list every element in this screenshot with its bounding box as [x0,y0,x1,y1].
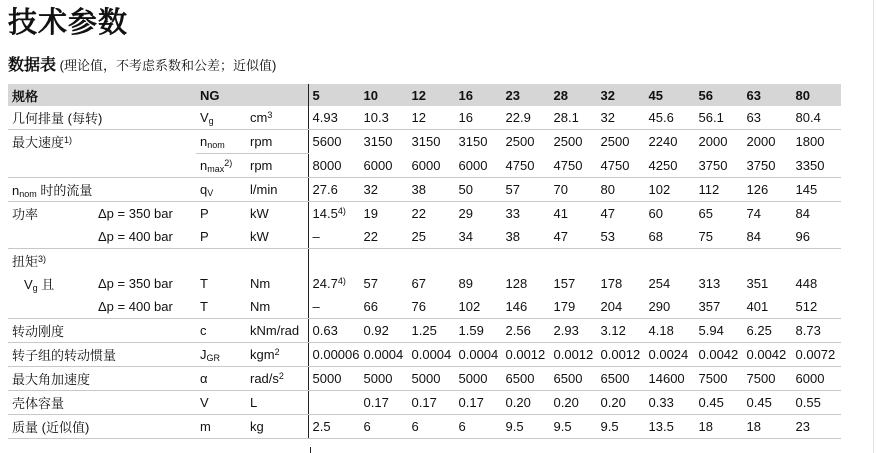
row-label: 几何排量 (每转) [8,106,196,130]
table-row [8,249,841,273]
table-row [8,415,841,439]
row-unit: rpm [246,130,308,154]
header-spec-label: 规格 [8,84,196,106]
row-condition: Δp = 350 bar [98,206,173,221]
page-edge-line [873,0,874,453]
value-cell: 2.93 [550,319,597,343]
row-unit: kNm/rad [246,319,308,343]
row-unit: L [246,391,308,415]
value-cell: 6500 [502,367,550,391]
value-cell: 1.59 [455,319,502,343]
row-symbol: c [196,319,246,343]
value-cell: 6 [408,415,455,439]
value-cell: 14600 [645,367,695,391]
value-cell: 76 [408,295,455,319]
value-cell: 75 [695,225,743,249]
value-cell: 0.0072 [792,343,841,367]
row-label [8,154,196,178]
value-cell: 38 [502,225,550,249]
value-cell: 401 [743,295,792,319]
value-cell: 24.7$^{4)}$ [308,272,360,295]
table-header-row [8,84,841,106]
value-cell: 8.73 [792,319,841,343]
value-cell: 0.0004 [360,343,408,367]
table-row [8,130,841,154]
value-cell: 0.0012 [550,343,597,367]
value-cell: 290 [645,295,695,319]
value-cell: 102 [645,178,695,202]
row-label [8,295,94,319]
caption-bold: 数据表 [8,57,57,74]
value-cell: 5600 [308,130,360,154]
value-cell: 0.0024 [645,343,695,367]
table-row [8,178,841,202]
row-label: 最大角加速度 [8,367,196,391]
value-cell: 74 [746,206,761,221]
value-cell: 4750 [550,154,597,178]
value-cell: 22 [411,206,426,221]
value-cell: 2500 [600,134,630,150]
value-cell: 2500 [505,134,535,150]
value-cell: 23 [792,415,841,439]
row-label: 功率 [12,207,39,222]
row-symbol: T [196,295,246,319]
row-symbol: $n_{max}^{2)}$ [196,154,246,178]
value-cell [743,249,792,273]
row-symbol: P [196,225,246,249]
row-label: 质量 (近似值) [8,415,196,439]
value-cell: 68 [645,225,695,249]
value-cell: 14.5$^{4)}$ [308,202,360,226]
value-cell: 32 [360,178,408,202]
value-cell: 3150 [411,134,441,150]
row-unit: kW [250,206,269,221]
value-cell: 0.55 [792,391,841,415]
value-cell: 47 [550,225,597,249]
value-cell: 6 [360,415,408,439]
value-cell: 357 [695,295,743,319]
table-caption [8,52,276,75]
value-cell: 3.12 [597,319,645,343]
value-cell: 0.45 [743,391,792,415]
value-cell [360,249,408,273]
value-cell: 6000 [408,154,455,178]
value-cell: 0.20 [502,391,550,415]
table-row [8,319,841,343]
value-cell: 2.5 [308,415,360,439]
row-symbol: P [200,206,209,221]
row-unit [246,249,308,273]
value-cell: 16 [455,106,502,130]
header-size: 45 [645,84,695,106]
value-cell: 0.17 [455,391,502,415]
value-cell: 6 [455,415,502,439]
value-cell: 2000 [746,134,776,150]
value-cell: 8000 [308,154,360,178]
table-row [8,272,841,295]
header-size: 63 [743,84,792,106]
value-cell [502,249,550,273]
value-cell: 22.9 [502,106,550,130]
value-cell: 112 [695,178,743,202]
value-cell: 6.25 [743,319,792,343]
value-cell: 4750 [502,154,550,178]
value-cell: 80.4 [792,106,841,130]
value-cell: 102 [455,295,502,319]
row-condition: Δp = 400 bar [94,225,196,249]
table-row [8,106,841,130]
value-cell: 18 [695,415,743,439]
row-unit: Nm [246,295,308,319]
row-symbol [196,249,246,273]
value-cell: 80 [597,178,645,202]
value-cell: 29 [458,206,473,221]
table-row [8,367,841,391]
value-cell: 6500 [550,367,597,391]
header-size: 28 [550,84,597,106]
page-title: 技术参数 [8,7,129,39]
value-cell: 1800 [795,134,825,150]
value-cell: 38 [408,178,455,202]
header-size: 80 [792,84,841,106]
value-cell: 5000 [408,367,455,391]
value-cell: 351 [746,276,769,291]
value-cell: 3150 [363,134,393,150]
value-cell: 66 [360,295,408,319]
value-cell: – [308,225,360,249]
row-symbol: $V_g$ [196,106,246,130]
header-size: 23 [502,84,550,106]
row-condition: Δp = 400 bar [94,295,196,319]
value-cell: 96 [792,225,841,249]
value-cell [455,249,502,273]
row-label: 壳体容量 [8,391,196,415]
value-cell: 4750 [597,154,645,178]
value-cell: 0.0012 [597,343,645,367]
row-unit: Nm [250,276,271,291]
value-cell: 4.18 [645,319,695,343]
value-cell: 145 [792,178,841,202]
value-cell: 0.17 [408,391,455,415]
value-cell: 41 [553,206,568,221]
row-label: 最大速度$^{1)}$ [12,135,73,151]
value-cell: 12 [408,106,455,130]
value-cell: 70 [550,178,597,202]
value-cell: 5000 [308,367,360,391]
value-cell: 45.6 [645,106,695,130]
value-cell: 7500 [743,367,792,391]
value-cell: 84 [743,225,792,249]
value-cell: 63 [743,106,792,130]
value-cell: 512 [792,295,841,319]
value-cell: 313 [698,276,721,291]
value-cell: 57 [363,276,378,291]
header-ng-label: NG [196,84,308,106]
value-cell: 47 [600,206,615,221]
value-cell: 50 [455,178,502,202]
value-cell: 33 [505,206,520,221]
value-cell: 6000 [792,367,841,391]
table-row [8,391,841,415]
row-label: $n_{nom}$ 时的流量 [8,178,196,202]
row-unit: rpm [246,154,308,178]
value-cell: 0.45 [695,391,743,415]
value-cell: 7500 [695,367,743,391]
row-symbol: α [196,367,246,391]
value-cell [597,249,645,273]
table-row [8,154,841,178]
value-cell: 0.0042 [743,343,792,367]
header-size: 12 [408,84,455,106]
header-size: 16 [455,84,502,106]
value-cell: 32 [597,106,645,130]
value-cell [695,249,743,273]
value-cell: 2500 [553,134,583,150]
value-cell: 2.56 [502,319,550,343]
value-cell: 89 [458,276,473,291]
value-cell: 0.20 [550,391,597,415]
row-unit: $cm^3$ [246,106,308,130]
value-cell: 0.63 [308,319,360,343]
value-cell: 0.0004 [455,343,502,367]
row-unit: rad/$s^2$ [246,367,308,391]
header-size: 56 [695,84,743,106]
value-cell: 6500 [597,367,645,391]
technical-data-table [8,84,841,439]
caption-note: (理论值，不考虑系数和公差；近似值) [56,58,277,73]
value-cell [408,249,455,273]
table-row [8,295,841,319]
value-cell: 126 [743,178,792,202]
value-cell [645,249,695,273]
value-cell: 146 [502,295,550,319]
value-cell: 0.0004 [408,343,455,367]
value-cell: 4.93 [308,106,360,130]
value-cell: 60 [648,206,663,221]
value-cell: – [308,295,360,319]
value-cell: 178 [600,276,623,291]
row-symbol: $J_{GR}$ [196,343,246,367]
value-cell: 34 [455,225,502,249]
value-cell: 157 [553,276,576,291]
value-cell: 0.92 [360,319,408,343]
row-unit: kg [246,415,308,439]
value-cell: 19 [363,206,378,221]
value-cell [550,249,597,273]
value-cell: 27.6 [308,178,360,202]
value-cell: 22 [360,225,408,249]
value-cell: 4250 [645,154,695,178]
value-cell: 3750 [695,154,743,178]
value-cell: 53 [597,225,645,249]
value-cell: 25 [408,225,455,249]
value-cell: 0.33 [645,391,695,415]
value-cell: 84 [795,206,810,221]
value-cell: 67 [411,276,426,291]
value-cell: 6000 [455,154,502,178]
value-cell: 5000 [360,367,408,391]
value-cell: 9.5 [550,415,597,439]
value-cell: 0.0042 [695,343,743,367]
value-cell: 179 [550,295,597,319]
table-row [8,202,841,226]
value-cell [308,391,360,415]
value-cell: 5.94 [695,319,743,343]
value-cell: 9.5 [597,415,645,439]
row-label: 扭矩$^{3)}$ [12,254,47,269]
header-size: 5 [308,84,360,106]
row-label: $V_g$ 且 [24,277,55,293]
value-cell: 5000 [455,367,502,391]
header-size: 32 [597,84,645,106]
row-label: 转动刚度 [8,319,196,343]
row-condition: Δp = 350 bar [98,276,173,291]
value-cell: 3350 [792,154,841,178]
value-cell: 254 [648,276,671,291]
row-symbol: $q_V$ [196,178,246,202]
value-cell [792,249,841,273]
value-cell: 56.1 [695,106,743,130]
row-symbol: $n_{nom}$ [196,130,246,154]
value-cell: 65 [698,206,713,221]
table-row [8,343,841,367]
value-cell: 128 [505,276,528,291]
value-cell: 0.20 [597,391,645,415]
row-symbol: m [196,415,246,439]
row-label [8,225,94,249]
row-unit: kW [246,225,308,249]
value-cell: 28.1 [550,106,597,130]
table-row [8,225,841,249]
row-symbol: V [196,391,246,415]
header-size: 10 [360,84,408,106]
value-cell: 6000 [360,154,408,178]
value-cell: 0.0012 [502,343,550,367]
value-cell: 13.5 [645,415,695,439]
value-cell: 9.5 [502,415,550,439]
value-cell: 3750 [743,154,792,178]
value-cell: 57 [502,178,550,202]
value-cell: 204 [597,295,645,319]
value-cell: 0.00006 [308,343,360,367]
value-cell: 18 [743,415,792,439]
row-label: 转子组的转动惯量 [8,343,196,367]
value-cell: 2240 [648,134,678,150]
value-cell: 10.3 [360,106,408,130]
value-cell [308,249,360,273]
row-unit: kgm$^2$ [246,343,308,367]
value-cell: 2000 [698,134,728,150]
value-cell: 0.17 [360,391,408,415]
value-cell: 1.25 [408,319,455,343]
table-divider-tail [310,447,311,453]
value-cell: 448 [795,276,818,291]
row-unit: l/min [246,178,308,202]
row-symbol: T [200,276,208,291]
value-cell: 3150 [458,134,488,150]
